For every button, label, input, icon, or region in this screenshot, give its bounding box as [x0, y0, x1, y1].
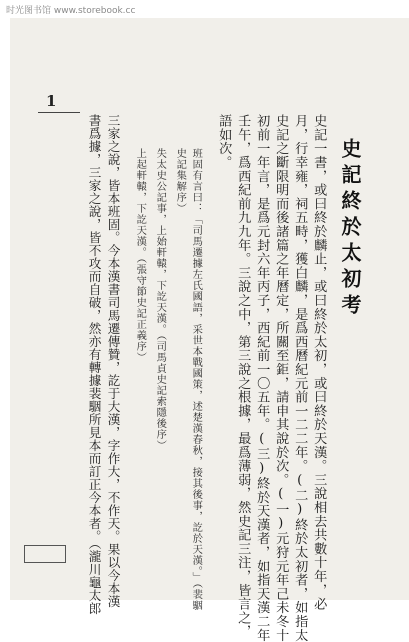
article-heading: 史記終於太初考 [338, 138, 362, 320]
page-number: 1 [46, 92, 57, 110]
text-column-4: 初前一年言，是爲元封六年丙子，西紀前一〇五年。(三)終於天漢者，如指天漢二年 [254, 114, 270, 642]
citation-box [24, 545, 66, 563]
text-column-5: 壬午，爲西紀前九九年。三說之中，第三說之根據，最爲薄弱，然史記三注，皆言之， [235, 114, 251, 639]
quote-column-4: 上起軒轅，下訖天漢。（張守節史記正義序） [134, 148, 147, 363]
quote-column-1: 班固有言曰：「司馬遷據左氏國語，采世本戰國策，述楚漢春秋，接其後事，訖於天漢。」（裴駰 [190, 148, 203, 611]
watermark: 时光图书馆 www.storebook.cc [6, 6, 136, 16]
text-column-8: 書爲據，三家之說，皆不攻而自破，然亦有轉據裴駰所見本而訂正今本者。（瀧川龜太郎 [86, 114, 102, 615]
text-column-7: 三家之說，皆本班固。今本漢書司馬遷傳贊，訖于大漢，字作大，不作天。果以今本漢 [105, 114, 121, 608]
text-column-1: 史記一書，或曰終於麟止，或曰終於太初，或曰終於天漢。三說相去共數十年，必 [311, 114, 327, 611]
text-column-2: 月，行幸雍，祠五畤，獲白麟，是爲西曆紀元前一二二年。(二)終於太初者，如指太 [292, 114, 308, 642]
quote-column-2: 史記集解序） [174, 148, 187, 214]
text-column-3: 史記之斷限明而後諸篇之年曆定，所關至鉅，請申其說於次。(一)元狩元年己未冬十 [273, 114, 289, 642]
text-column-6: 語如次。 [216, 114, 232, 170]
page-number-rule [38, 112, 80, 113]
quote-column-3: 失太史公記事，上始軒轅，下訖天漢。（司馬貞史記索隱後序） [154, 148, 167, 451]
book-page [10, 18, 409, 642]
